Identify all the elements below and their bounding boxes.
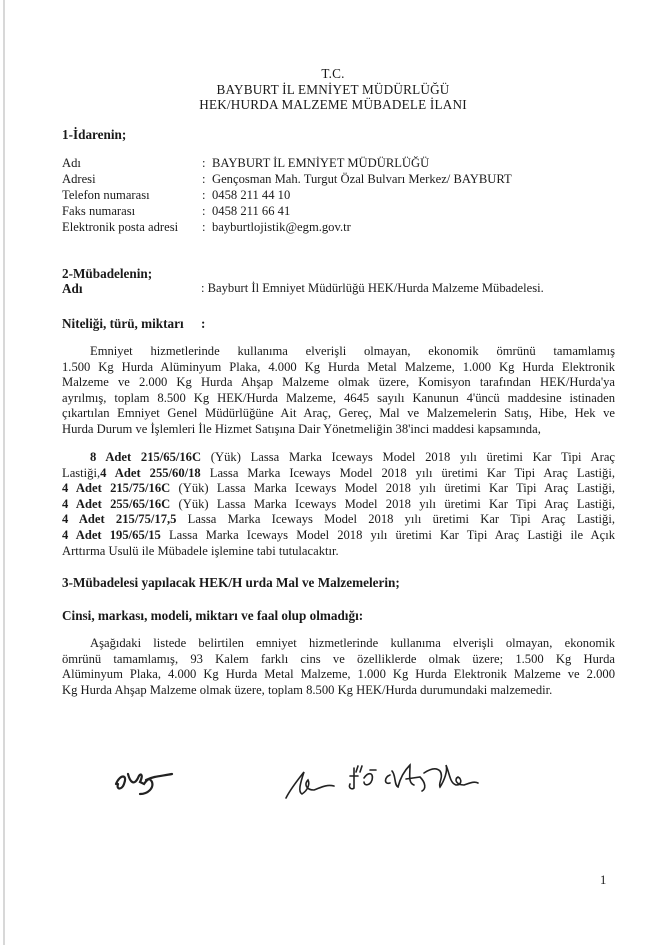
info-value: 0458 211 44 10 (212, 188, 291, 202)
paragraph-line: Hurda Durum ve İşlemleri İle Hizmet Satışına Dair Yönetmeliğin 38'inci maddesi kapsamında, (62, 421, 541, 436)
info-separator: : (202, 220, 206, 234)
tire-line (62, 497, 615, 513)
signature-stroke (286, 772, 334, 798)
signature-4 (380, 755, 490, 800)
paragraph-line: Alüminyum Plaka, 4.000 Kg Hurda Metal Malzeme, 1.000 Kg Hurda Elektronik Malzeme ve 2.000 (62, 667, 615, 682)
scan-edge (3, 0, 5, 945)
tire-description: (Yük) Lassa Marka Iceways Model 2018 yılı üretimi Kar Tipi Araç Lastiği, (170, 481, 616, 496)
signature-1 (110, 760, 180, 800)
tire-list-paragraph (62, 450, 615, 559)
info-label: Adresi (62, 172, 96, 186)
paragraph-line: Malzeme ve 2.000 Kg Hurda Ahşap Malzeme olmak üzere, Komisyon tarafından HEK/Hurda'ya (62, 375, 615, 390)
tire-line (62, 450, 615, 466)
info-separator: : (202, 188, 206, 202)
section2-adi-label: Adı (62, 281, 83, 296)
tire-line (62, 466, 615, 482)
section3-heading: 3-Mübadelesi yapılacak HEK/H urda Mal ve Malzemelerin; (62, 575, 400, 590)
signature-stroke (116, 774, 172, 794)
tire-description: (Yük) Lassa Marka Iceways Model 2018 yılı üretimi Kar Tipi Araç Lastiği, (170, 496, 616, 511)
tire-description: Lassa Marka Iceways Model 2018 yılı üretimi Kar Tipi Araç Lastiği, (200, 465, 615, 480)
info-value: BAYBURT İL EMNİYET MÜDÜRLÜĞÜ (212, 156, 430, 170)
info-value: bayburtlojistik@egm.gov.tr (212, 220, 351, 234)
tire-description: Lassa Marka Iceways Model 2018 yılı üretimi Kar Tipi Araç Lastiği ile Açık (160, 527, 616, 542)
tire-description: Lassa Marka Iceways Model 2018 yılı üretimi Kar Tipi Araç Lastiği, (176, 512, 615, 527)
paragraph-line: Kg Hurda Ahşap Malzeme olmak üzere, toplam 8.500 Kg HEK/Hurda durumundaki malzemedir. (62, 682, 553, 697)
tire-line (62, 481, 615, 497)
paragraph-line: Aşağıdaki listede belirtilen emniyet hizmetlerinde kullanıma elverişli olmayan, ekonomik (90, 636, 615, 650)
tire-description: Arttırma Usulü ile Mübadele işlemine tabi tutulacaktır. (62, 543, 339, 558)
tire-quantity: 4 Adet 215/75/17,5 (62, 512, 177, 527)
header-institution: BAYBURT İL EMNİYET MÜDÜRLÜĞÜ (216, 82, 450, 97)
page-number: 1 (600, 873, 607, 887)
section2-heading: 2-Mübadelenin; (62, 266, 153, 281)
info-label: Faks numarası (62, 204, 136, 218)
tire-quantity: 4 Adet 195/65/15 (62, 527, 161, 542)
info-value: 0458 211 66 41 (212, 204, 291, 218)
paragraph-line: 1.500 Kg Hurda Alüminyum Plaka, 4.000 Kg Hurda Metal Malzeme, 1.000 Kg Hurda Elektronik (62, 359, 615, 374)
paragraph-line: ömrünü tamamlamış, 93 Kalem farklı cins ve özelliklerde olmak üzere; 1.500 Kg Hurda (62, 651, 615, 666)
info-value: Gençosman Mah. Turgut Özal Bulvarı Merkez/ BAYBURT (212, 172, 512, 186)
nitelik-colon: : (201, 316, 206, 331)
info-label: Adı (62, 156, 81, 170)
info-label: Elektronik posta adresi (62, 220, 179, 234)
section2-adi-value: : Bayburt İl Emniyet Müdürlüğü HEK/Hurda Malzeme Mübadelesi. (201, 281, 544, 295)
info-separator: : (202, 204, 206, 218)
tire-description: Lastiği, (62, 465, 101, 480)
tire-line (62, 512, 615, 528)
info-separator: : (202, 156, 206, 170)
section3-subheading: Cinsi, markası, modeli, miktarı ve faal olup olmadığı: (62, 608, 364, 623)
signature-stroke (349, 766, 376, 789)
tire-description: (Yük) Lassa Marka Iceways Model 2018 yılı üretimi Kar Tipi Araç (201, 450, 616, 464)
paragraph-line: ayrılmış, toplam 8.500 Kg HEK/Hurda Malzeme, 4645 sayılı Kanunun 4'üncü maddesine istinaden (62, 390, 615, 405)
tire-quantity: 4 Adet 255/60/18 (100, 465, 201, 480)
paragraph-line: çıkartılan Emniyet Genel Müdürlüğüne Ait Araç, Gereç, Mal ve Malzemelerin Satış, Hibe, Hek ve (62, 406, 615, 421)
signature-3 (344, 756, 384, 796)
signature-stroke (386, 765, 479, 791)
tire-quantity: 4 Adet 255/65/16C (62, 496, 171, 511)
tire-line (62, 544, 615, 560)
header-tc: T.C. (321, 66, 345, 81)
info-separator: : (202, 172, 206, 186)
paragraph-line: Emniyet hizmetlerinde kullanıma elverişli olmayan, ekonomik ömrünü tamamlamış (90, 344, 615, 358)
header-title: HEK/HURDA MALZEME MÜBADELE İLANI (199, 97, 467, 112)
description-paragraph (62, 344, 615, 438)
tire-quantity: 8 Adet 215/65/16C (90, 450, 202, 464)
tire-quantity: 4 Adet 215/75/16C (62, 481, 171, 496)
section3-paragraph (62, 636, 615, 698)
section1-heading: 1-İdarenin; (62, 127, 127, 142)
info-label: Telefon numarası (62, 188, 150, 202)
signature-2 (282, 760, 342, 805)
tire-line (62, 528, 615, 544)
nitelik-label: Niteliği, türü, miktarı (62, 316, 184, 331)
